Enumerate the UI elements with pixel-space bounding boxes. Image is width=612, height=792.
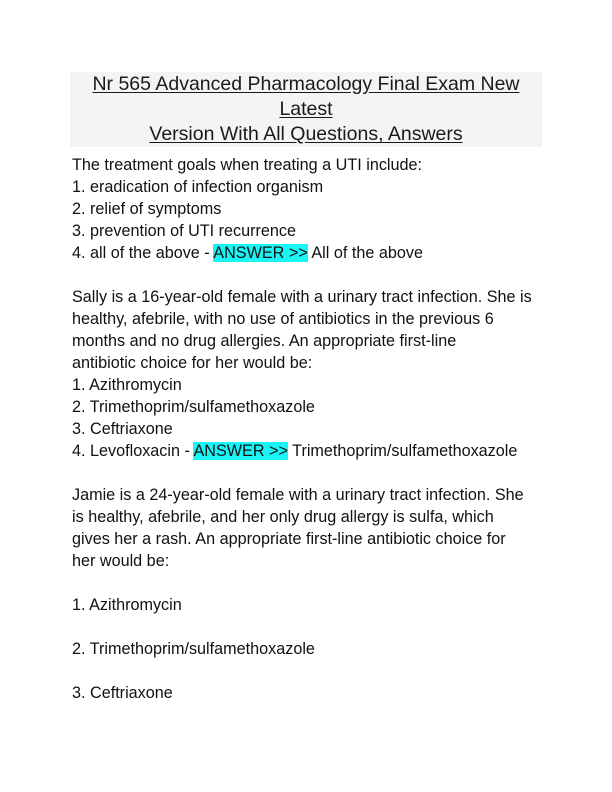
title-line-1: Nr 565 Advanced Pharmacology Final Exam New Latest [92,73,520,120]
answer-highlight: ANSWER >> [193,442,288,460]
option: 1. Azithromycin [72,376,182,394]
document-title [70,72,542,147]
option: 2. Trimethoprim/sulfamethoxazole [72,398,315,416]
option: 1. eradication of infection organism [72,178,324,196]
option: 2. Trimethoprim/sulfamethoxazole [72,640,315,658]
question-text: is healthy, afebrile, and her only drug allergy is sulfa, which [72,508,494,526]
option-with-answer [72,242,552,264]
question-text: Sally is a 16-year-old female with a urinary tract infection. She is [72,288,532,306]
option-text: 4. Levofloxacin - [72,442,194,460]
question-1 [72,154,552,264]
option-text: 4. all of the above - [72,244,214,262]
question-2 [72,286,552,462]
spacer [72,264,552,286]
title-line-2: Version With All Questions, Answers [149,123,463,145]
answer-highlight: ANSWER >> [213,244,308,262]
spacer [72,462,552,484]
spacer [72,616,552,638]
spacer [72,572,552,594]
question-text: antibiotic choice for her would be: [72,354,313,372]
option: 1. Azithromycin [72,596,182,614]
option: 3. prevention of UTI recurrence [72,222,297,240]
question-3 [72,484,552,704]
question-text: gives her a rash. An appropriate first-line antibiotic choice for [72,530,506,548]
option: 3. Ceftriaxone [72,684,173,702]
spacer [72,660,552,682]
option: 2. relief of symptoms [72,200,222,218]
question-text: her would be: [72,552,170,570]
option: 3. Ceftriaxone [72,420,173,438]
answer-text: Trimethoprim/sulfamethoxazole [287,442,518,460]
answer-text: All of the above [307,244,423,262]
document-body [72,154,552,704]
question-text: Jamie is a 24-year-old female with a urinary tract infection. She [72,486,524,504]
question-text: The treatment goals when treating a UTI include: [72,156,423,174]
question-text: months and no drug allergies. An appropriate first-line [72,332,457,350]
question-text: healthy, afebrile, with no use of antibiotics in the previous 6 [72,310,494,328]
option-with-answer [72,440,552,462]
